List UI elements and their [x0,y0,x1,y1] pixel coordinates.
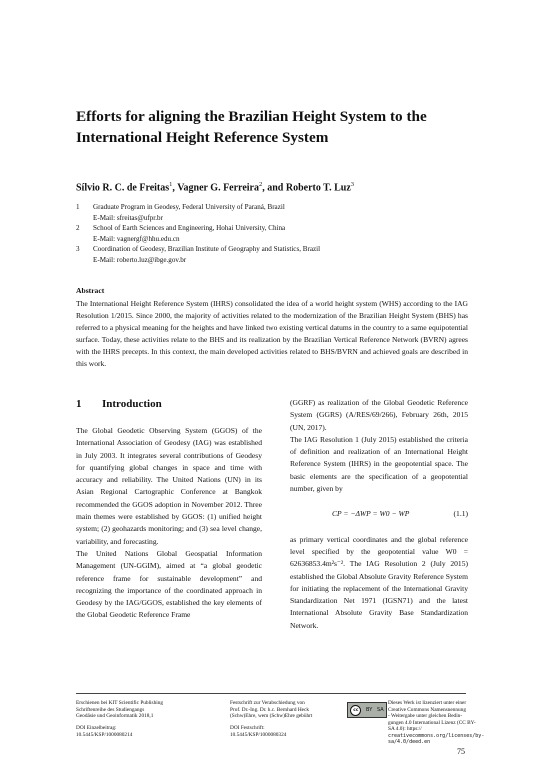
affiliation-org: Graduate Program in Geodesy, Federal University of Paraná, Brazil [93,203,285,211]
footer-line: Festschrift zur Verabschiedung von [230,700,305,706]
footer-line: Erschienen bei KIT Scientific Publishing [76,700,163,706]
license-text [388,700,485,746]
affiliation-email: E-Mail: vagnergf@hhu.edu.cn [93,234,180,243]
footer-line: Geodäsie und Geoinformatik 2018,1 [76,713,154,719]
footer-line: - Weitergabe unter gleichen Bedin- [388,713,463,719]
body-paragraph: The United Nations Global Geospatial Information Management (UN-GGIM), aimed at “a global geodetic reference frame for sustainable development” and recognizing the importance of the coordinated approach in Geodesy by the IAG/GGOS, established the key elements of the Global Geodetic Reference Frame [76,548,262,620]
affiliation [76,202,476,223]
author-affiliation-mark: 2 [258,181,263,188]
cc-symbol-icon: cc [350,705,361,716]
doi-link[interactable]: 10.5445/KSP/1000080214 [76,731,133,738]
equation: CP = −ΔWP = W0 − WP [332,509,410,519]
section-title: Introduction [102,398,162,410]
author-name: Sílvio R. C. de Freitas [76,182,170,194]
footer-line: gungen 4.0 International Lizenz (CC BY-SA 4.0): https:// [388,719,476,732]
abstract-text: The International Height Reference System (IHRS) consolidated the idea of a world height system (WHS) according to the IAG Resolution 1/2015. Since 2000, the majority of activities related to the modernization of the Brazilian Height System (BHS) has referred to a physical meaning for the heights and have linked two existing vertical datums in the country to a same equipotential surface. Today, these activities relate to the BHS and its realization by the Brazilian Vertical Reference Network (BVRN) agrees with the IHRS precepts. In this context, the main developed activities related to BHS/BVRN and achieved goals are described in this work. [76,299,468,368]
abstract-heading: Abstract [76,286,105,295]
festschrift-info [230,700,340,720]
author-separator: , and [262,182,286,194]
publisher-info [76,700,206,720]
footer-line: Dieses Werk ist lizenziert unter einer [388,700,467,706]
cc-license-icon[interactable] [347,702,387,718]
author-name: Roberto T. Luz [285,182,351,194]
affiliation-email: E-Mail: sfreitas@ufpr.br [93,213,163,222]
equation-number: (1.1) [453,509,468,519]
right-column [290,397,468,632]
page-number: 75 [457,747,465,756]
affiliation-number: 1 [76,203,80,211]
footer-line: Creative Commons Namensnennung [388,706,466,713]
article-doi [76,725,196,738]
affiliation-number: 3 [76,245,80,253]
body-paragraph: as primary vertical coordinates and the global reference level specified by the geopotential value W0 = 62636853.4m²s⁻². The IAG Resolution 2 (July 2015) established the Global Absolute Gravity Reference System for initiating the replacement of the International Gravity Standardization Net 1971 (IGSN71) and the latest International Absolute Gravity Base Standardization Network. [290,534,468,630]
by-label: BY [366,707,373,713]
footer-line: (Schw)Ehre, wem (Schw)Ehre gebührt [230,713,313,719]
footer-line: DOI Einzelbeitrag: [76,725,117,731]
affiliation [76,244,476,265]
section-heading [76,397,262,411]
author-affiliation-mark: 1 [169,181,173,188]
footer-line: Schriftenreihe des Studiengangs [76,706,145,713]
left-column [76,397,262,622]
footer-divider [76,693,466,694]
body-paragraph: (GGRF) as realization of the Global Geodetic Reference System (GGRS) (A/RES/69/266), February 26th, 2015 (UN, 2017). [290,398,468,432]
footer-line: DOI Festschrift: [230,725,265,731]
affiliation-org: Coordination of Geodesy, Brazilian Institute of Geography and Statistics, Brazil [93,245,321,253]
affiliation-email: E-Mail: roberto.luz@ibge.gov.br [93,255,187,264]
affiliation-list [76,202,476,265]
section-number: 1 [76,398,82,410]
festschrift-doi [230,725,340,738]
affiliation-number: 2 [76,224,80,232]
author-affiliation-mark: 3 [350,181,355,188]
author-separator: , [172,182,178,194]
license-link[interactable]: creativecommons.org/licenses/by-sa/4.0/deed.en [388,732,485,745]
footer-line: Prof. Dr.-Ing. Dr. h.c. Bernhard Heck [230,706,309,713]
author-list [76,178,476,194]
sa-label: SA [376,707,384,713]
paper-title: Efforts for aligning the Brazilian Height System to the International Height Reference System [76,108,427,146]
doi-link[interactable]: 10.5445/KSP/1000080324 [230,731,287,738]
author-name: Vagner G. Ferreira [177,182,259,194]
equation-row [290,508,468,520]
body-paragraph: The Global Geodetic Observing System (GGOS) of the International Association of Geodesy (IAG) was established in July 2003. It integrates several contributions of Geodesy for quantifying global changes in space and time with accuracy and reliability. The United Nations (UN) in its Asian Regional Cartographic Conference at Bangkok recommended the GGOS adoption in November 2012. Three main themes were established by GGOS: (1) unified height system; (2) geohazards monitoring; and (3) sea level change, variability, and forecasting. [76,426,262,546]
affiliation [76,223,476,244]
body-paragraph: The IAG Resolution 1 (July 2015) established the criteria of definition and realization of an International Height Reference System (IHRS) in the geopotential space. The basic elements are the specification of a geopotential number, given by [290,434,468,494]
affiliation-org: School of Earth Sciences and Engineering, Hohai University, China [93,224,286,232]
